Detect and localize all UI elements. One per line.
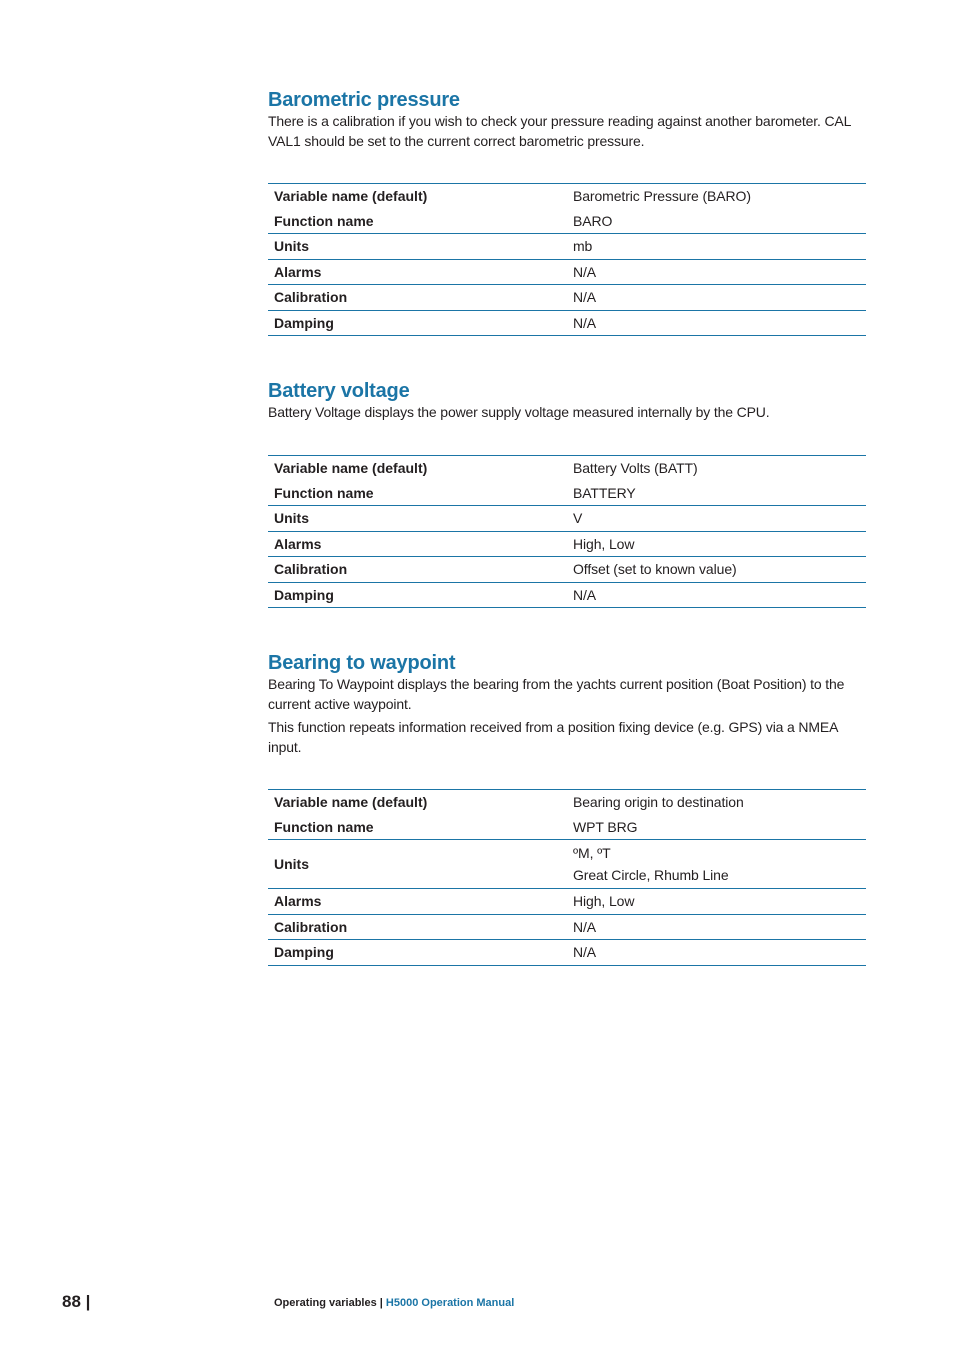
table-row — [268, 310, 866, 336]
row-value: N/A — [567, 259, 866, 285]
table-row — [268, 259, 866, 285]
table-row — [268, 889, 866, 915]
row-key: Units — [268, 506, 567, 532]
row-key: Calibration — [268, 557, 567, 583]
row-value: ºM, ºT — [573, 845, 611, 861]
row-value: N/A — [567, 310, 866, 336]
footer-separator: | — [376, 1297, 386, 1309]
section-bearing-to-waypoint — [268, 651, 866, 757]
bearing-to-waypoint-table — [268, 789, 866, 966]
table-row — [268, 582, 866, 608]
row-value: Battery Volts (BATT) — [567, 456, 866, 481]
footer-running-title — [274, 1297, 514, 1309]
row-key: Variable name (default) — [268, 790, 567, 815]
row-key: Damping — [268, 310, 567, 336]
section-title: Battery voltage — [268, 380, 410, 402]
section-paragraph: There is a calibration if you wish to check your pressure reading against another barometer. CAL VAL1 should be set to the current correct barometric pressure. — [268, 113, 851, 149]
table-row — [268, 840, 866, 889]
footer-manual-title: H5000 Operation Manual — [385, 1297, 515, 1309]
row-key: Alarms — [268, 259, 567, 285]
row-value: Offset (set to known value) — [567, 557, 866, 583]
battery-voltage-table — [268, 455, 866, 608]
footer-chapter: Operating variables — [274, 1297, 377, 1309]
table-row — [268, 456, 866, 481]
table-row — [268, 234, 866, 260]
row-value: N/A — [567, 582, 866, 608]
row-key: Damping — [268, 940, 567, 966]
row-key: Variable name (default) — [268, 184, 567, 209]
table-row — [268, 506, 866, 532]
table-row — [268, 481, 866, 506]
row-value: BATTERY — [567, 481, 866, 506]
row-key: Calibration — [268, 914, 567, 940]
table-row — [268, 914, 866, 940]
row-value: mb — [567, 234, 866, 260]
row-value: N/A — [567, 285, 866, 311]
row-value: N/A — [567, 914, 866, 940]
row-value: BARO — [567, 209, 866, 234]
row-value-multiline — [567, 840, 866, 889]
row-key: Calibration — [268, 285, 567, 311]
table-row — [268, 285, 866, 311]
row-key: Alarms — [268, 531, 567, 557]
row-key: Alarms — [268, 889, 567, 915]
page-number: 88 | — [62, 1292, 91, 1311]
row-value: N/A — [567, 940, 866, 966]
row-key: Variable name (default) — [268, 456, 567, 481]
table-row — [268, 184, 866, 209]
section-paragraph: Battery Voltage displays the power supply voltage measured internally by the CPU. — [268, 404, 770, 420]
table-row — [268, 790, 866, 815]
table-row — [268, 531, 866, 557]
section-paragraph: This function repeats information received from a position fixing device (e.g. GPS) via a NMEA input. — [268, 719, 838, 755]
row-value: WPT BRG — [567, 815, 866, 840]
section-barometric-pressure — [268, 88, 866, 151]
row-value-secondary: Great Circle, Rhumb Line — [573, 867, 729, 883]
table-row — [268, 557, 866, 583]
section-battery-voltage — [268, 379, 866, 423]
section-paragraph: Bearing To Waypoint displays the bearing from the yachts current position (Boat Position) to the current active waypoint. — [268, 676, 845, 712]
row-value: V — [567, 506, 866, 532]
barometric-pressure-table — [268, 183, 866, 336]
table-row — [268, 940, 866, 966]
row-key: Units — [268, 840, 567, 889]
row-value: Barometric Pressure (BARO) — [567, 184, 866, 209]
table-row — [268, 209, 866, 234]
row-key: Units — [268, 234, 567, 260]
row-key: Damping — [268, 582, 567, 608]
section-title: Bearing to waypoint — [268, 652, 456, 674]
row-key: Function name — [268, 481, 567, 506]
row-value: Bearing origin to destination — [567, 790, 866, 815]
row-key: Function name — [268, 209, 567, 234]
row-key: Function name — [268, 815, 567, 840]
row-value: High, Low — [567, 889, 866, 915]
table-row — [268, 815, 866, 840]
row-value: High, Low — [567, 531, 866, 557]
section-title: Barometric pressure — [268, 89, 460, 111]
